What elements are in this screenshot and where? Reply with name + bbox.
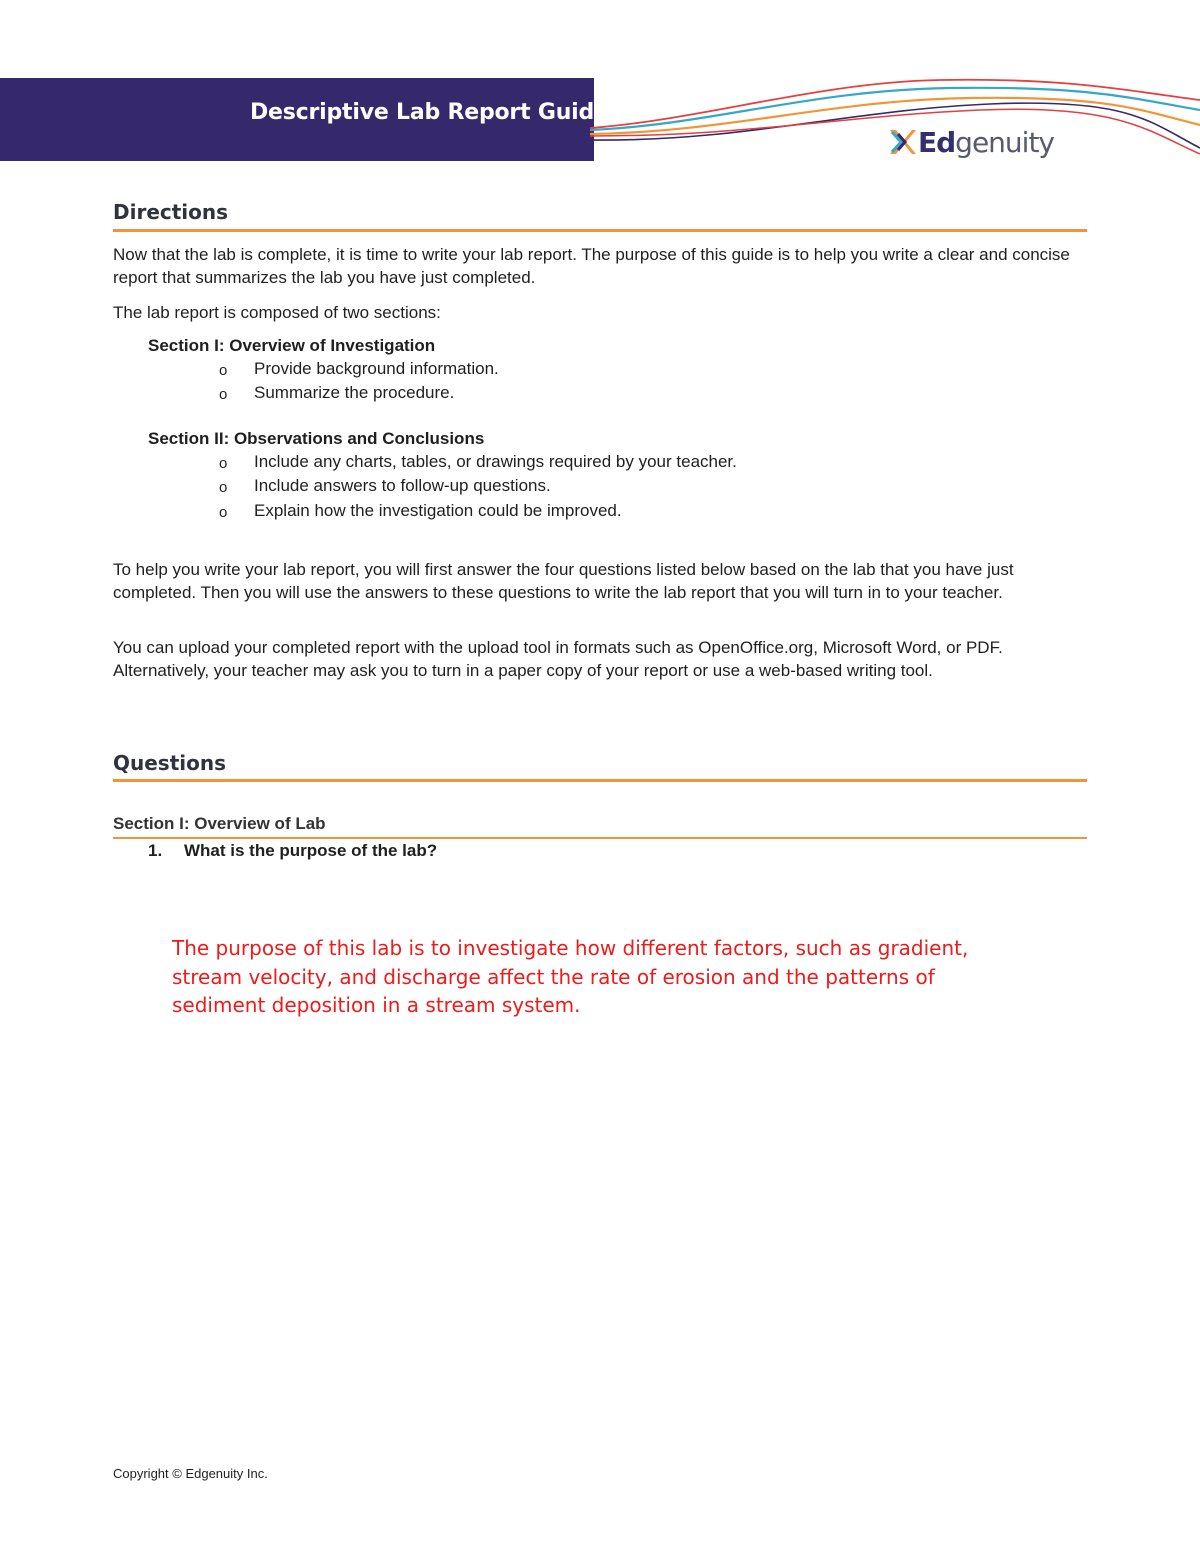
question-text: What is the purpose of the lab? [184,841,438,860]
logo-bold: Ed [918,125,956,159]
bullet-marker: o [219,504,228,521]
section1-item: Summarize the procedure. [254,383,455,402]
bullet-marker: o [219,479,228,496]
page-title: Descriptive Lab Report Guide [250,100,609,125]
questions-section-title: Section I: Overview of Lab [113,814,326,833]
help-paragraph: To help you write your lab report, you will first answer the four questions listed below based on the lab that you have just completed. Then you will use the answers to these questions to write the lab report that you will turn in to your teacher. [113,560,1014,602]
bullet-marker: o [219,455,228,472]
logo-wordmark [918,126,1054,159]
bullet-marker: o [219,386,228,403]
directions-heading: Directions [113,200,229,224]
section2-item: Include any charts, tables, or drawings required by your teacher. [254,452,737,471]
section1-item: Provide background information. [254,359,499,378]
section2-item: Include answers to follow-up questions. [254,476,551,495]
question-number: 1. [148,841,163,860]
upload-paragraph: You can upload your completed report with the upload tool in formats such as OpenOffice.org, Microsoft Word, or PDF. Alternatively, your teacher may ask you to turn in a paper copy of your report or use a web-based writing tool. [113,638,1003,680]
copyright: Copyright © Edgenuity Inc. [113,1466,268,1481]
edgenuity-logo [888,124,1054,160]
answer-text: The purpose of this lab is to investigate how different factors, such as gradient, stream velocity, and discharge affect the rate of erosion and the patterns of sediment deposition in a stream system. [172,936,969,1017]
section-rule [113,837,1087,839]
directions-rule [113,229,1087,232]
sections-lead: The lab report is composed of two sections: [113,303,441,322]
section2-title: Section II: Observations and Conclusions [148,429,485,448]
bullet-marker: o [219,362,228,379]
questions-heading: Questions [113,751,227,775]
directions-intro: Now that the lab is complete, it is time to write your lab report. The purpose of this guide is to help you write a clear and concise report that summarizes the lab you have just completed. [113,245,1070,287]
section2-item: Explain how the investigation could be improved. [254,501,622,520]
logo-rest: genuity [955,125,1054,159]
questions-rule [113,779,1087,782]
edgenuity-x-icon [888,126,916,158]
section1-title: Section I: Overview of Investigation [148,336,436,355]
